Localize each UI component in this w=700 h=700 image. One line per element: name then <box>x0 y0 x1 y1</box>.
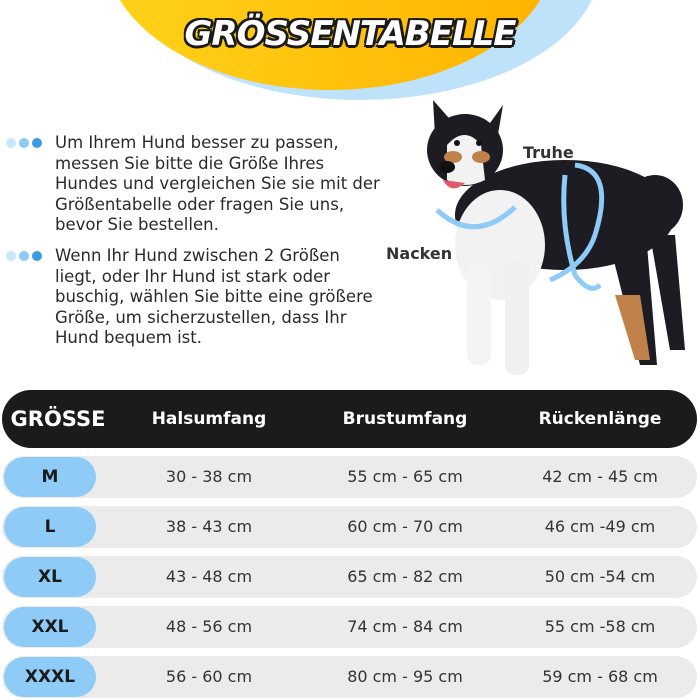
size-badge: XL <box>4 557 96 597</box>
size-badge: XXXL <box>4 657 96 697</box>
header-size: GRÖSSE <box>10 407 106 431</box>
chest-label: Truhe <box>523 143 574 162</box>
header-back: Rückenlänge <box>538 409 662 429</box>
table-row <box>2 556 697 598</box>
back-value: 55 cm -58 cm <box>544 617 656 636</box>
bullet-dots-icon <box>6 246 55 349</box>
table-row <box>2 456 697 498</box>
back-value: 50 cm -54 cm <box>544 567 656 586</box>
chest-value: 65 cm - 82 cm <box>347 567 463 586</box>
size-badge: L <box>4 507 96 547</box>
size-badge: XXL <box>4 607 96 647</box>
table-row <box>2 656 697 698</box>
chest-value: 55 cm - 65 cm <box>347 467 463 486</box>
neck-value: 56 - 60 cm <box>165 667 253 686</box>
neck-value: 30 - 38 cm <box>165 467 253 486</box>
intro-text-1: Um Ihrem Hund besser zu passen, messen Sie bitte die Größe Ihres Hundes und vergleichen Sie sie mit der Größentabelle oder fragen Sie uns, bevor Sie bestellen. <box>55 133 380 234</box>
neck-label: Nacken <box>386 244 453 263</box>
intro-text-2: Wenn Ihr Hund zwischen 2 Größen liegt, oder Ihr Hund ist stark oder buschig, wählen Sie bitte eine größere Größe, um sicherzustellen, dass Ihr Hund bequem ist. <box>55 246 373 347</box>
table-row <box>2 506 697 548</box>
size-badge: M <box>4 457 96 497</box>
chest-value: 80 cm - 95 cm <box>347 667 463 686</box>
neck-value: 48 - 56 cm <box>165 617 253 636</box>
neck-value: 38 - 43 cm <box>165 517 253 536</box>
page-title: GRÖSSENTABELLE <box>184 14 516 54</box>
back-value: 46 cm -49 cm <box>544 517 656 536</box>
size-table-header <box>2 390 697 448</box>
header-chest: Brustumfang <box>342 409 468 429</box>
bullet-dots-icon <box>6 133 55 236</box>
chest-value: 74 cm - 84 cm <box>347 617 463 636</box>
back-value: 59 cm - 68 cm <box>542 667 658 686</box>
table-row <box>2 606 697 648</box>
dog-illustration <box>385 95 700 385</box>
neck-value: 43 - 48 cm <box>165 567 253 586</box>
intro-paragraph-2 <box>6 246 381 349</box>
intro-paragraph-1 <box>6 133 381 236</box>
header-neck: Halsumfang <box>151 409 267 429</box>
back-value: 42 cm - 45 cm <box>542 467 658 486</box>
chest-value: 60 cm - 70 cm <box>347 517 463 536</box>
